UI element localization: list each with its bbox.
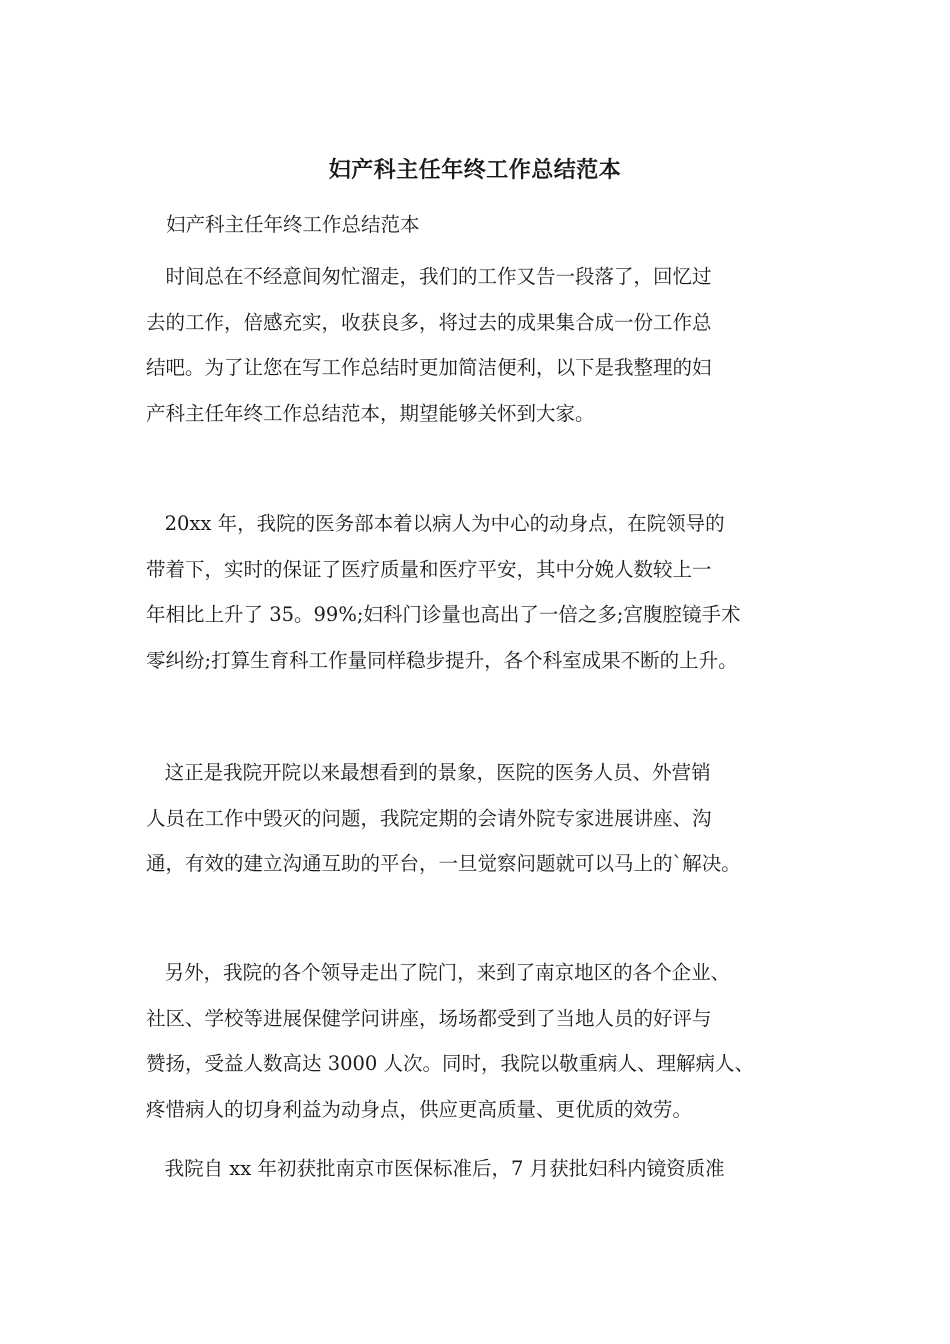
paragraph-insurance xyxy=(146,1146,816,1192)
paragraph-line: 这正是我院开院以来最想看到的景象，医院的医务人员、外营销 xyxy=(146,761,711,784)
paragraph-line: 人员在工作中毁灭的问题，我院定期的会请外院专家进展讲座、沟 xyxy=(146,806,712,830)
paragraph-line: 带着下，实时的保证了医疗质量和医疗平安，其中分娩人数较上一 xyxy=(146,557,712,581)
document-subtitle: 妇产科主任年终工作总结范本 xyxy=(166,213,420,236)
paragraph-line: 另外，我院的各个领导走出了院门，来到了南京地区的各个企业、 xyxy=(146,961,731,984)
paragraph-line: 赞扬，受益人数高达 3000 人次。同时，我院以敬重病人、理解病人、 xyxy=(146,1052,755,1076)
paragraph-line: 产科主任年终工作总结范本，期望能够关怀到大家。 xyxy=(146,401,595,425)
paragraph-intro xyxy=(146,254,816,436)
paragraph-line: 通，有效的建立沟通互助的平台，一旦觉察问题就可以马上的`解决。 xyxy=(146,852,741,876)
paragraph-line: 社区、学校等进展保健学问讲座，场场都受到了当地人员的好评与 xyxy=(146,1006,712,1030)
paragraph-medical-quality xyxy=(146,501,816,683)
paragraph-line: 时间总在不经意间匆忙溜走，我们的工作又告一段落了，回忆过 xyxy=(146,265,712,288)
paragraph-line: 零纠纷;打算生育科工作量同样稳步提升，各个科室成果不断的上升。 xyxy=(146,648,738,672)
paragraph-line: 疼惜病人的切身利益为动身点，供应更高质量、更优质的效劳。 xyxy=(146,1097,693,1121)
document-title: 妇产科主任年终工作总结范本 xyxy=(328,157,622,183)
paragraph-communication xyxy=(146,750,816,887)
paragraph-outreach xyxy=(146,950,816,1132)
paragraph-line: 20xx 年，我院的医务部本着以病人为中心的动身点，在院领导的 xyxy=(146,512,725,535)
paragraph-line: 去的工作，倍感充实，收获良多，将过去的成果集合成一份工作总 xyxy=(146,310,712,334)
paragraph-line: 年相比上升了 35。99%;妇科门诊量也高出了一倍之多;宫腹腔镜手术 xyxy=(146,603,741,627)
paragraph-line: 我院自 xx 年初获批南京市医保标准后，7 月获批妇科内镜资质准 xyxy=(146,1157,725,1180)
paragraph-line: 结吧。为了让您在写工作总结时更加简洁便利，以下是我整理的妇 xyxy=(146,356,712,380)
